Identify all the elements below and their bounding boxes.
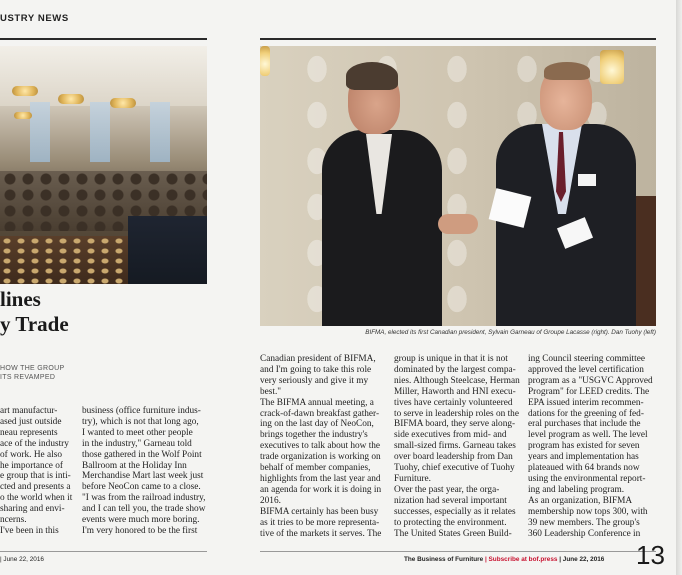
article-line: program has existed for seven — [528, 441, 640, 452]
article-line: ncerns. — [0, 515, 27, 526]
article-line: ace of the industry — [0, 438, 69, 449]
article-line: as it tries to be more representa- — [260, 517, 380, 528]
left-man-hair — [346, 62, 398, 90]
article-line: The United States Green Build- — [394, 528, 512, 539]
article-line: ing Council steering committee — [528, 354, 645, 364]
handshake-photo — [260, 46, 656, 326]
article-line: The BIFMA annual meeting, a — [260, 397, 374, 408]
article-line: Tuohy, chief executive of Tuohy — [394, 463, 515, 474]
article-line: to serve in leadership roles on the — [394, 408, 519, 419]
article-line: Program" for LEED credits. The — [528, 386, 650, 397]
article-line: Merchandise Mart last week just — [82, 471, 204, 482]
article-line: small-sized firms. Garneau takes — [394, 441, 516, 452]
article-line: Miller, Haworth and HNI execu- — [394, 386, 516, 397]
article-line: art manufactur- — [0, 406, 58, 416]
article-line: BIFMA board, they serve along- — [394, 419, 516, 430]
banquet-hall-photo — [0, 46, 207, 284]
article-line: using the environmental report- — [528, 473, 646, 484]
article-line: ing and labeling program. — [528, 484, 625, 495]
page-number: 13 — [636, 540, 665, 570]
right-man-hair — [544, 62, 590, 80]
article-line: to protecting the environment. — [394, 517, 507, 528]
article-line: cted and presents a — [0, 482, 71, 493]
photo-caption: BIFMA, elected its first Canadian president, Sylvain Garneau of Groupe Lacasse (right). Dan Tuohy (left) — [365, 329, 656, 336]
article-line: BIFMA certainly has been busy — [260, 506, 379, 517]
article-line: ased just outside — [0, 416, 62, 427]
section-rule-left — [0, 38, 207, 40]
footer-sep: | — [484, 556, 487, 563]
photo-window — [30, 102, 50, 162]
draped-table — [128, 216, 207, 284]
article-line: events were much more boring. — [82, 515, 200, 526]
chandelier — [110, 98, 136, 108]
article-line: eral purchases that include the — [528, 419, 641, 430]
wall-lamp — [260, 46, 270, 76]
article-line: program as a "USGVC Approved — [528, 375, 653, 386]
article-column-4 — [394, 354, 520, 539]
deck — [0, 364, 64, 382]
article-line: trade organization is working on — [260, 452, 381, 463]
article-line: o the world when it — [0, 493, 73, 504]
handshake — [438, 214, 478, 234]
article-line: behalf of member companies, — [260, 463, 371, 474]
article-column-2 — [82, 406, 206, 537]
article-line: crack-of-dawn breakfast gather- — [260, 408, 380, 419]
article-line: years and implementation has — [528, 452, 639, 463]
article-line: of work. He also — [0, 449, 62, 460]
article-line: tives have certainly volunteered — [394, 397, 513, 408]
footer-left — [0, 556, 44, 563]
article-line: "I was from the railroad industry, — [82, 493, 206, 504]
article-line: Over the past year, the orga- — [394, 484, 500, 495]
wall-pattern — [440, 46, 474, 326]
article-line: Furniture. — [394, 473, 431, 484]
article-line: before NeoCon came to a close. — [82, 482, 201, 493]
article-line: dations for the greening of fed- — [528, 408, 644, 419]
footer-publication: The Business of Furniture — [404, 556, 484, 563]
deck-line: ITS REVAMPED — [0, 374, 56, 381]
headline-line: lines — [0, 287, 41, 311]
footer-rule-right — [260, 551, 656, 552]
article-line: 39 new members. The group's — [528, 517, 640, 528]
footer-rule-left — [0, 551, 207, 552]
article-line: in the industry," Garneau told — [82, 438, 192, 449]
section-label: USTRY NEWS — [0, 13, 69, 24]
article-line: and I can tell you, the trade show — [82, 504, 206, 515]
footer-right — [404, 556, 604, 563]
chandelier — [58, 94, 84, 104]
page-edge — [676, 0, 682, 575]
article-line: he importance of — [0, 460, 63, 471]
name-badge — [578, 174, 596, 186]
article-line: Canadian president of BIFMA, — [260, 354, 376, 364]
article-line: an agenda for work it is doing in — [260, 484, 382, 495]
article-line: business (office furniture indus- — [82, 406, 201, 416]
footer-date-left: | June 22, 2016 — [0, 556, 44, 563]
wall-lamp — [600, 50, 624, 84]
article-line: approved the level certification — [528, 364, 644, 375]
article-line: As an organization, BIFMA — [528, 495, 633, 506]
deck-line: HOW THE GROUP — [0, 365, 65, 372]
footer-subscribe-link[interactable]: Subscribe at bof.press — [488, 556, 558, 563]
article-line: nies. Although Steelcase, Herman — [394, 375, 520, 386]
article-line: those gathered in the Wolf Point — [82, 449, 202, 460]
article-line: I'm very honored to be the first — [82, 525, 198, 536]
photo-window — [90, 102, 110, 162]
article-line: very seriously and give it my — [260, 375, 369, 386]
carpet — [0, 236, 140, 284]
article-line: dominated by the largest compa- — [394, 364, 516, 375]
headline-line: y Trade — [0, 312, 69, 336]
article-line: best." — [260, 386, 282, 397]
article-line: highlights from the last year and — [260, 473, 381, 484]
article-line: ing on the last day of NeoCon, — [260, 419, 374, 430]
article-column-1 — [0, 406, 72, 537]
chandelier — [12, 86, 38, 96]
article-line: plateaued with 64 brands now — [528, 463, 640, 474]
article-line: side executives from mid- and — [394, 430, 507, 441]
article-line: successes, especially as it relates — [394, 506, 516, 517]
article-line: 360 Leadership Conference in — [528, 528, 641, 539]
article-line: neau represents — [0, 427, 58, 438]
article-line: I've been in this — [0, 525, 59, 536]
article-line: executives to talk about how the — [260, 441, 381, 452]
article-line: tive of the markets it serves. The — [260, 528, 382, 539]
article-column-3 — [260, 354, 381, 539]
footer-date-right: | June 22, 2016 — [559, 556, 605, 563]
article-line: over board leadership from Dan — [394, 452, 513, 463]
article-line: Ballroom at the Holiday Inn — [82, 460, 187, 471]
headline — [0, 287, 69, 337]
article-line: level program as well. The level — [528, 430, 648, 441]
article-line: e group that is inti- — [0, 471, 71, 482]
article-line: EPA issued interim recommen- — [528, 397, 644, 408]
article-line: I wanted to meet other people — [82, 427, 193, 438]
chandelier — [14, 112, 32, 119]
article-line: try), which is not that long ago, — [82, 416, 199, 427]
article-line: and I'm going to take this role — [260, 364, 372, 375]
article-column-5 — [528, 354, 653, 539]
section-rule-right — [260, 38, 656, 40]
article-line: sharing and envi- — [0, 504, 65, 515]
photo-ceiling — [0, 46, 207, 106]
photo-window — [150, 102, 170, 162]
article-line: nization had several important — [394, 495, 507, 506]
article-line: group is unique in that it is not — [394, 354, 508, 364]
article-line: brings together the industry's — [260, 430, 368, 441]
article-line: membership now tops 300, with — [528, 506, 648, 517]
article-line: 2016. — [260, 495, 281, 506]
